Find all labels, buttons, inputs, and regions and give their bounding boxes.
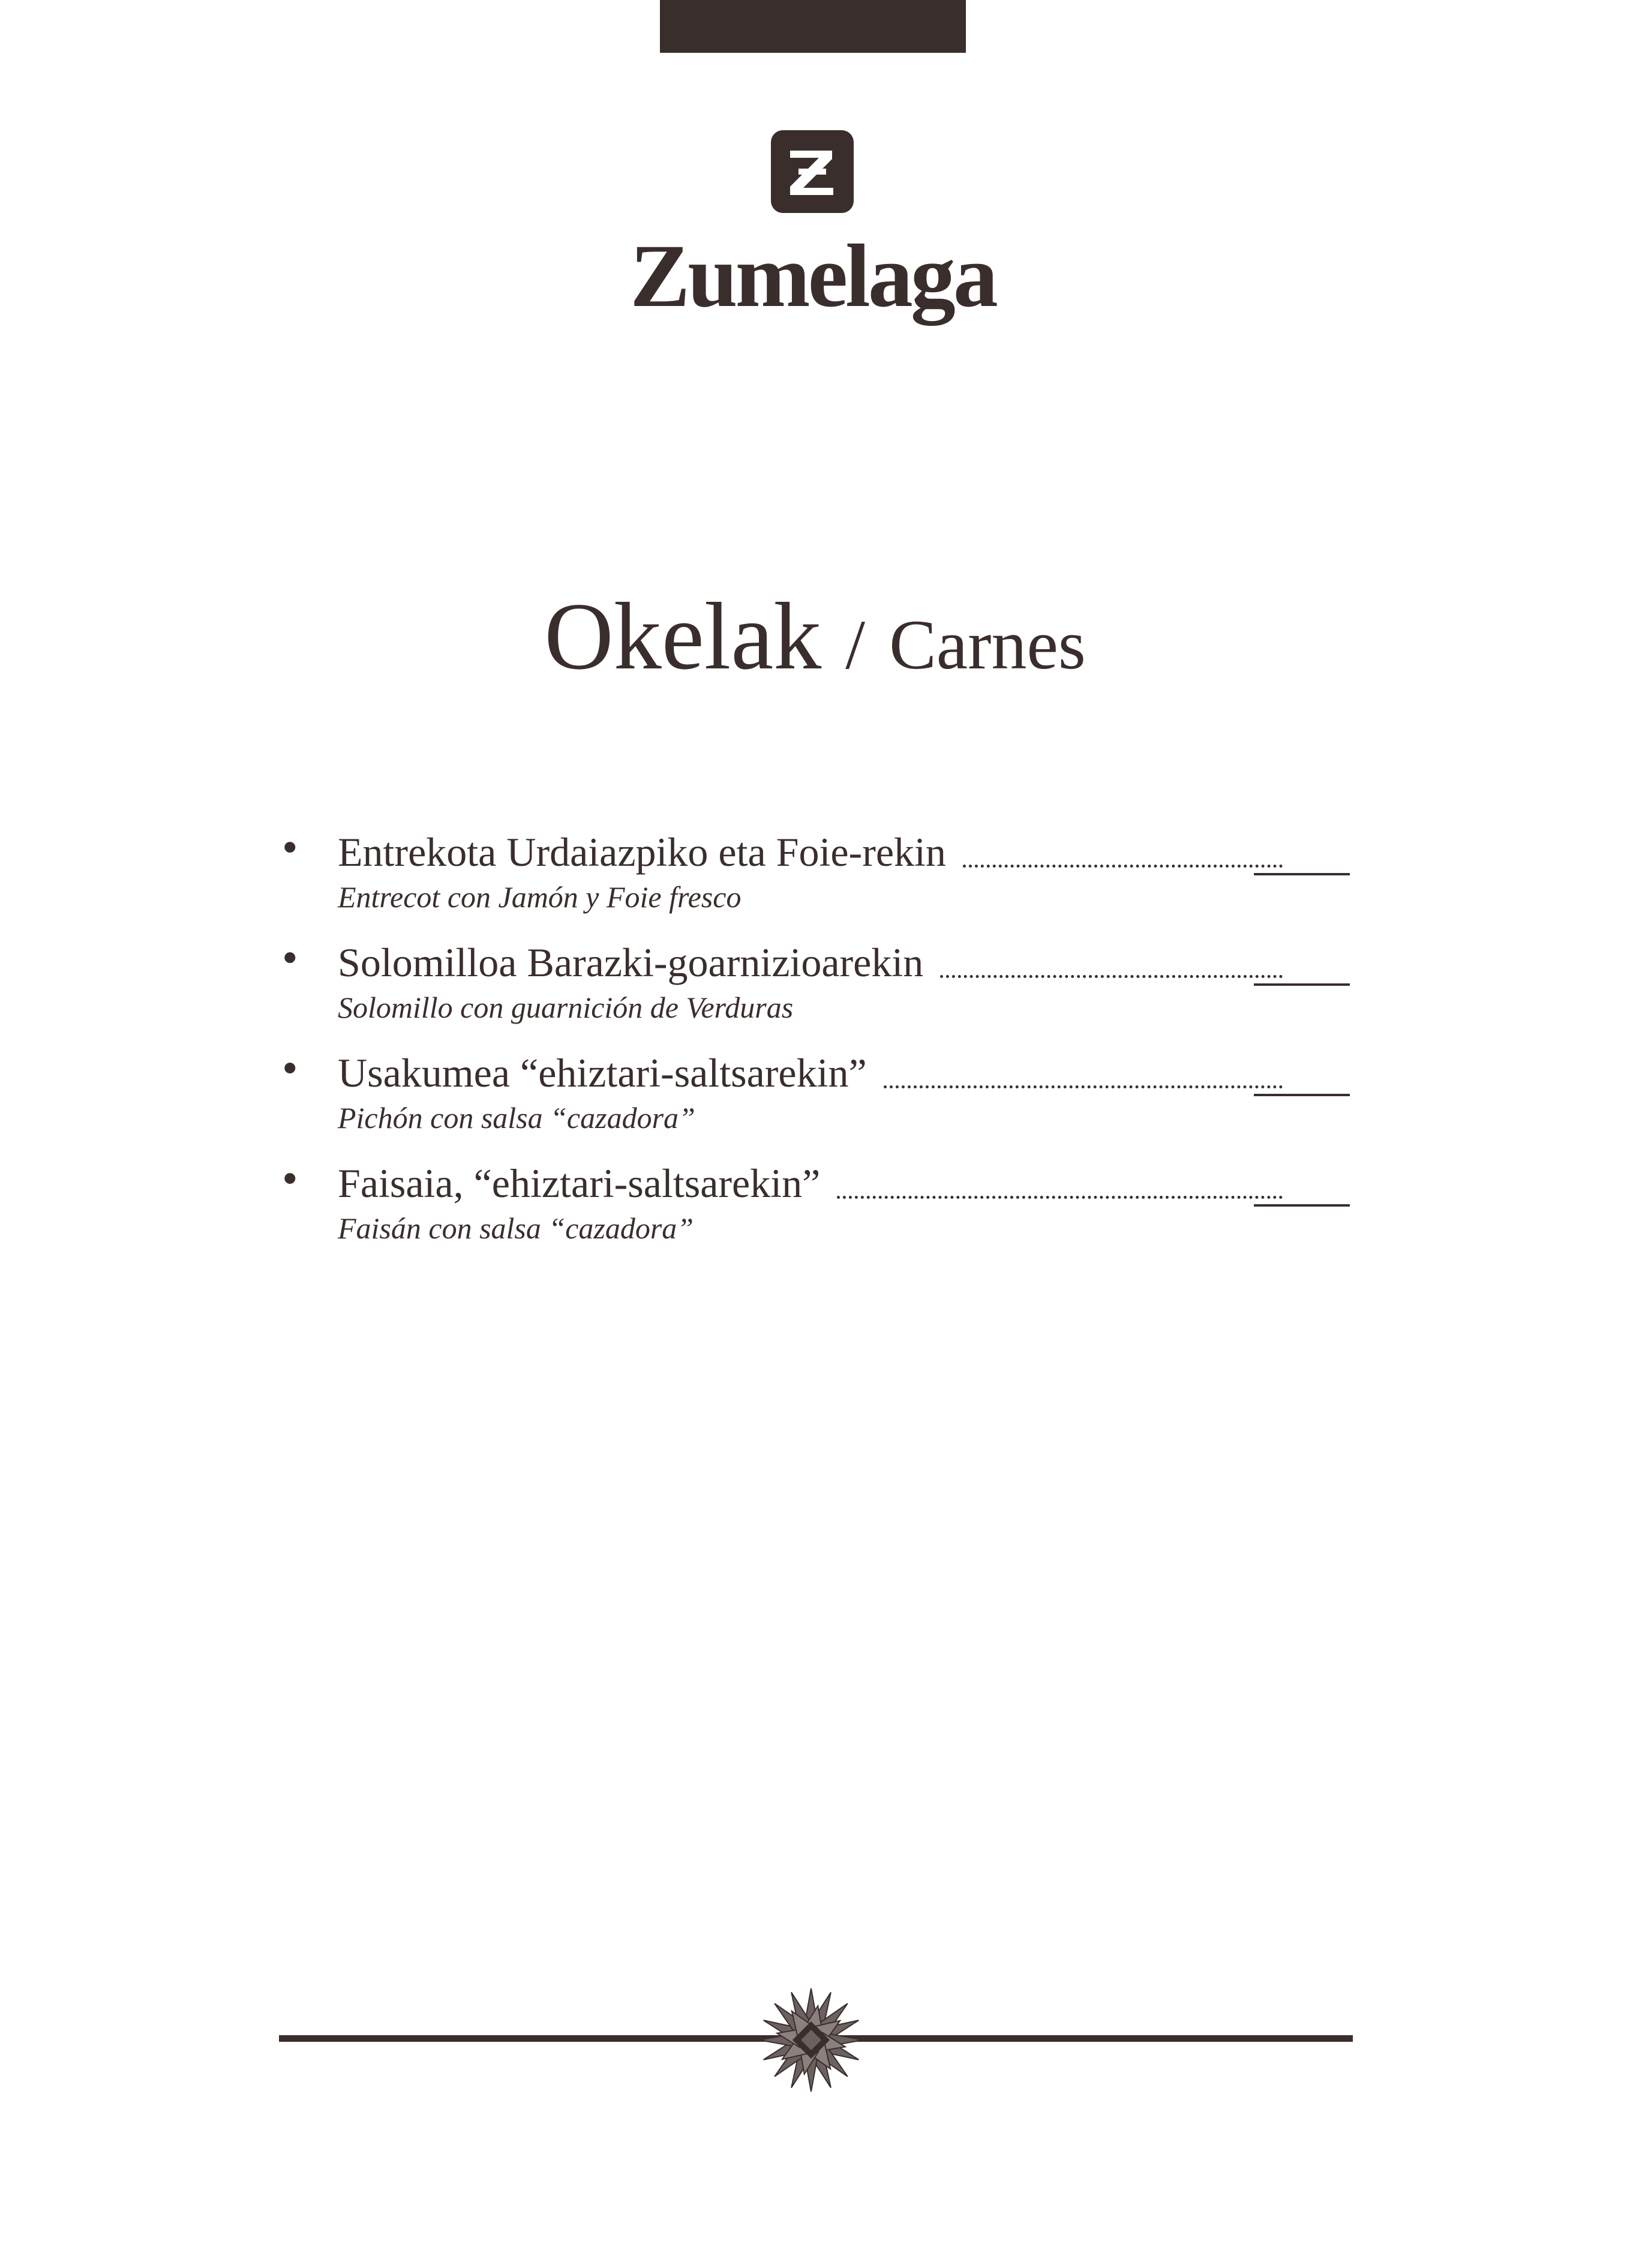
price-blank-line	[1254, 1094, 1350, 1096]
menu-item	[279, 1046, 1353, 1156]
dot-leader	[837, 1196, 1283, 1199]
menu-item-name: Solomilloa Barazki-goarnizioarekin	[338, 940, 924, 985]
menu-item-description: Faisán con salsa “cazadora”	[338, 1211, 694, 1245]
title-separator: /	[845, 605, 866, 684]
title-spanish: Carnes	[889, 605, 1086, 684]
brand-wordmark-logo	[630, 226, 996, 339]
menu-item	[279, 825, 1353, 935]
bullet-dot-icon: •	[279, 826, 301, 870]
price-blank-line	[1254, 873, 1350, 875]
menu-item-description: Solomillo con guarnición de Verduras	[338, 991, 794, 1024]
menu-item-name: Entrekota Urdaiazpiko eta Foie-rekin	[338, 829, 946, 875]
menu-item-row	[338, 935, 1283, 989]
dot-leader	[940, 975, 1283, 978]
page-title	[0, 576, 1630, 705]
menu-item-description: Entrecot con Jamón y Foie fresco	[338, 880, 742, 914]
price-blank-line	[1254, 983, 1350, 986]
menu-item-name: Faisaia, “ehiztari-saltsarekin”	[338, 1160, 821, 1206]
menu-item	[279, 935, 1353, 1046]
bullet-dot-icon: •	[279, 1047, 301, 1091]
top-color-bar	[660, 0, 966, 53]
price-blank-line	[1254, 1204, 1350, 1207]
menu-item	[279, 1156, 1353, 1267]
brand-emblem-icon	[770, 129, 855, 214]
dot-leader	[963, 865, 1283, 868]
menu-item-description: Pichón con salsa “cazadora”	[338, 1101, 695, 1135]
menu-item-row	[338, 1156, 1283, 1210]
bullet-dot-icon: •	[279, 1157, 301, 1201]
dot-leader	[884, 1085, 1283, 1088]
menu-item-name: Usakumea “ehiztari-saltsarekin”	[338, 1050, 867, 1096]
menu-list	[279, 825, 1353, 1267]
menu-item-row	[338, 1046, 1283, 1100]
title-basque: Okelak	[544, 583, 822, 689]
menu-item-row	[338, 825, 1283, 879]
bullet-dot-icon: •	[279, 937, 301, 980]
rosette-ornament-icon	[757, 1986, 865, 2094]
brand-wordmark-text: Zumelaga	[630, 226, 996, 326]
